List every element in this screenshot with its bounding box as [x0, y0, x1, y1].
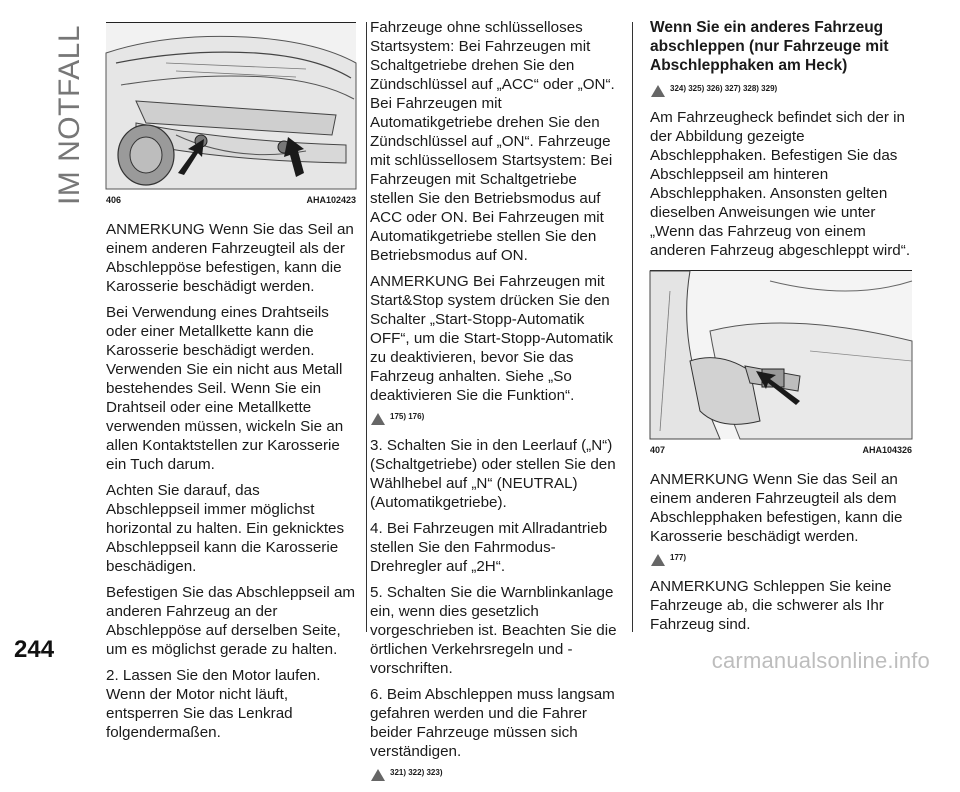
figure-number: 406 — [106, 195, 122, 205]
column-1 — [106, 22, 356, 749]
warning-references: 321) 322) 323) — [370, 763, 620, 782]
paragraph: ANMERKUNG Wenn Sie das Seil an einem anderen Fahrzeugteil als der Abschleppöse befestigen, kann die Karosserie beschädigt werden. — [106, 221, 354, 295]
paragraph: Befestigen Sie das Abschleppseil am anderen Fahrzeug an der Abschleppöse auf derselben Seite, um es möglichst gerade zu halten. — [106, 584, 356, 658]
paragraph: 2. Lassen Sie den Motor laufen. Wenn der Motor nicht läuft, entsperren Sie das Lenkrad folgendermaßen. — [106, 667, 321, 741]
column-2 — [370, 18, 620, 792]
column-3 — [650, 18, 912, 641]
paragraph: Fahrzeuge ohne schlüsselloses Startsystem: Bei Fahrzeugen mit Schaltgetriebe drehen Sie den Zündschlüssel auf „ACC“ oder „ON“. Bei Fahrzeugen mit Automatikgetriebe drehen Sie den Zündschlüssel auf „ON“. Fahrzeuge mit schlüssellosem Startsystem: Bei Fahrzeugen mit Schaltgetriebe stellen Sie den Betriebsmodus auf ACC oder ON. Bei Fahrzeugen mit Automatikgetriebe stellen Sie den Betriebsmodus auf ON. — [370, 19, 615, 264]
paragraph: 3. Schalten Sie in den Leerlauf („N“) (Schaltgetriebe) oder stellen Sie den Wählhebel auf „N“ (NEUTRAL) (Automatikgetriebe). — [370, 437, 616, 511]
rear-tow-hook-illustration — [650, 271, 912, 439]
figure-407 — [650, 270, 912, 438]
section-heading: Wenn Sie ein anderes Fahrzeug abschleppen (nur Fahrzeuge mit Abschlepphaken am Heck) — [650, 19, 889, 74]
figure-406 — [106, 22, 356, 188]
paragraph: Bei Verwendung eines Drahtseils oder einer Metallkette kann die Karosserie beschädigt werden. Verwenden Sie ein nicht aus Metall bestehendes Seil. Wenn Sie ein Drahtseil oder eine Metallkette verwenden müssen, wickeln Sie an allen Kontaktstellen zur Karosserie ein Tuch darum. — [106, 304, 344, 473]
warning-references: 324) 325) 326) 327) 328) 329) — [650, 79, 912, 98]
warning-triangle-icon — [650, 553, 666, 567]
paragraph: 6. Beim Abschleppen muss langsam gefahren werden und die Fahrer beider Fahrzeuge müssen sich verständigen. — [370, 686, 615, 760]
warning-references: 175) 176) — [370, 407, 620, 426]
section-title: IM NOTFALL — [53, 24, 87, 206]
warning-triangle-icon — [370, 768, 386, 782]
paragraph: ANMERKUNG Wenn Sie das Seil an einem anderen Fahrzeugteil als dem Abschlepphaken befestigen, kann die Karosserie beschädigt werden. — [650, 471, 903, 545]
paragraph: 4. Bei Fahrzeugen mit Allradantrieb stellen Sie den Fahrmodus-Drehregler auf „2H“. — [370, 520, 608, 575]
figure-number: 407 — [650, 445, 666, 455]
warning-references: 177) — [650, 548, 912, 567]
page-number: 244 — [14, 636, 55, 663]
watermark: carmanualsonline.info — [711, 648, 930, 673]
warning-triangle-icon — [370, 412, 386, 426]
figure-caption-407 — [650, 441, 912, 460]
column-divider — [366, 22, 367, 632]
paragraph: Am Fahrzeugheck befindet sich der in der Abbildung gezeigte Abschlepphaken. Befestigen Sie das Abschleppseil am hinteren Abschlepphaken. Ansonsten gelten dieselben Anweisungen wie unter „Wenn das Fahrzeug von einem anderen Fahrzeug abgeschleppt wird“. — [650, 109, 911, 259]
figure-code: AHA104326 — [862, 445, 912, 455]
paragraph: Achten Sie darauf, das Abschleppseil immer möglichst horizontal zu halten. Ein geknicktes Abschleppseil kann die Karosserie beschädigen. — [106, 482, 345, 575]
paragraph: 5. Schalten Sie die Warnblinkanlage ein, wenn dies gesetzlich vorgeschrieben ist. Beachten Sie die örtlichen Verkehrsregeln und -vorschriften. — [370, 584, 617, 677]
figure-caption-406 — [106, 191, 356, 210]
column-divider — [632, 22, 633, 632]
paragraph: ANMERKUNG Schleppen Sie keine Fahrzeuge ab, die schwerer als Ihr Fahrzeug sind. — [650, 578, 892, 633]
front-bumper-illustration — [106, 23, 356, 189]
figure-code: AHA102423 — [306, 195, 356, 205]
paragraph: ANMERKUNG Bei Fahrzeugen mit Start&Stop system drücken Sie den Schalter „Start-Stopp-Automatik OFF“, um die Start-Stopp-Automatik zu deaktivieren, bevor Sie das Fahrzeug anhalten. Siehe „So deaktivieren Sie die Funktion“. — [370, 273, 614, 404]
warning-triangle-icon — [650, 84, 666, 98]
